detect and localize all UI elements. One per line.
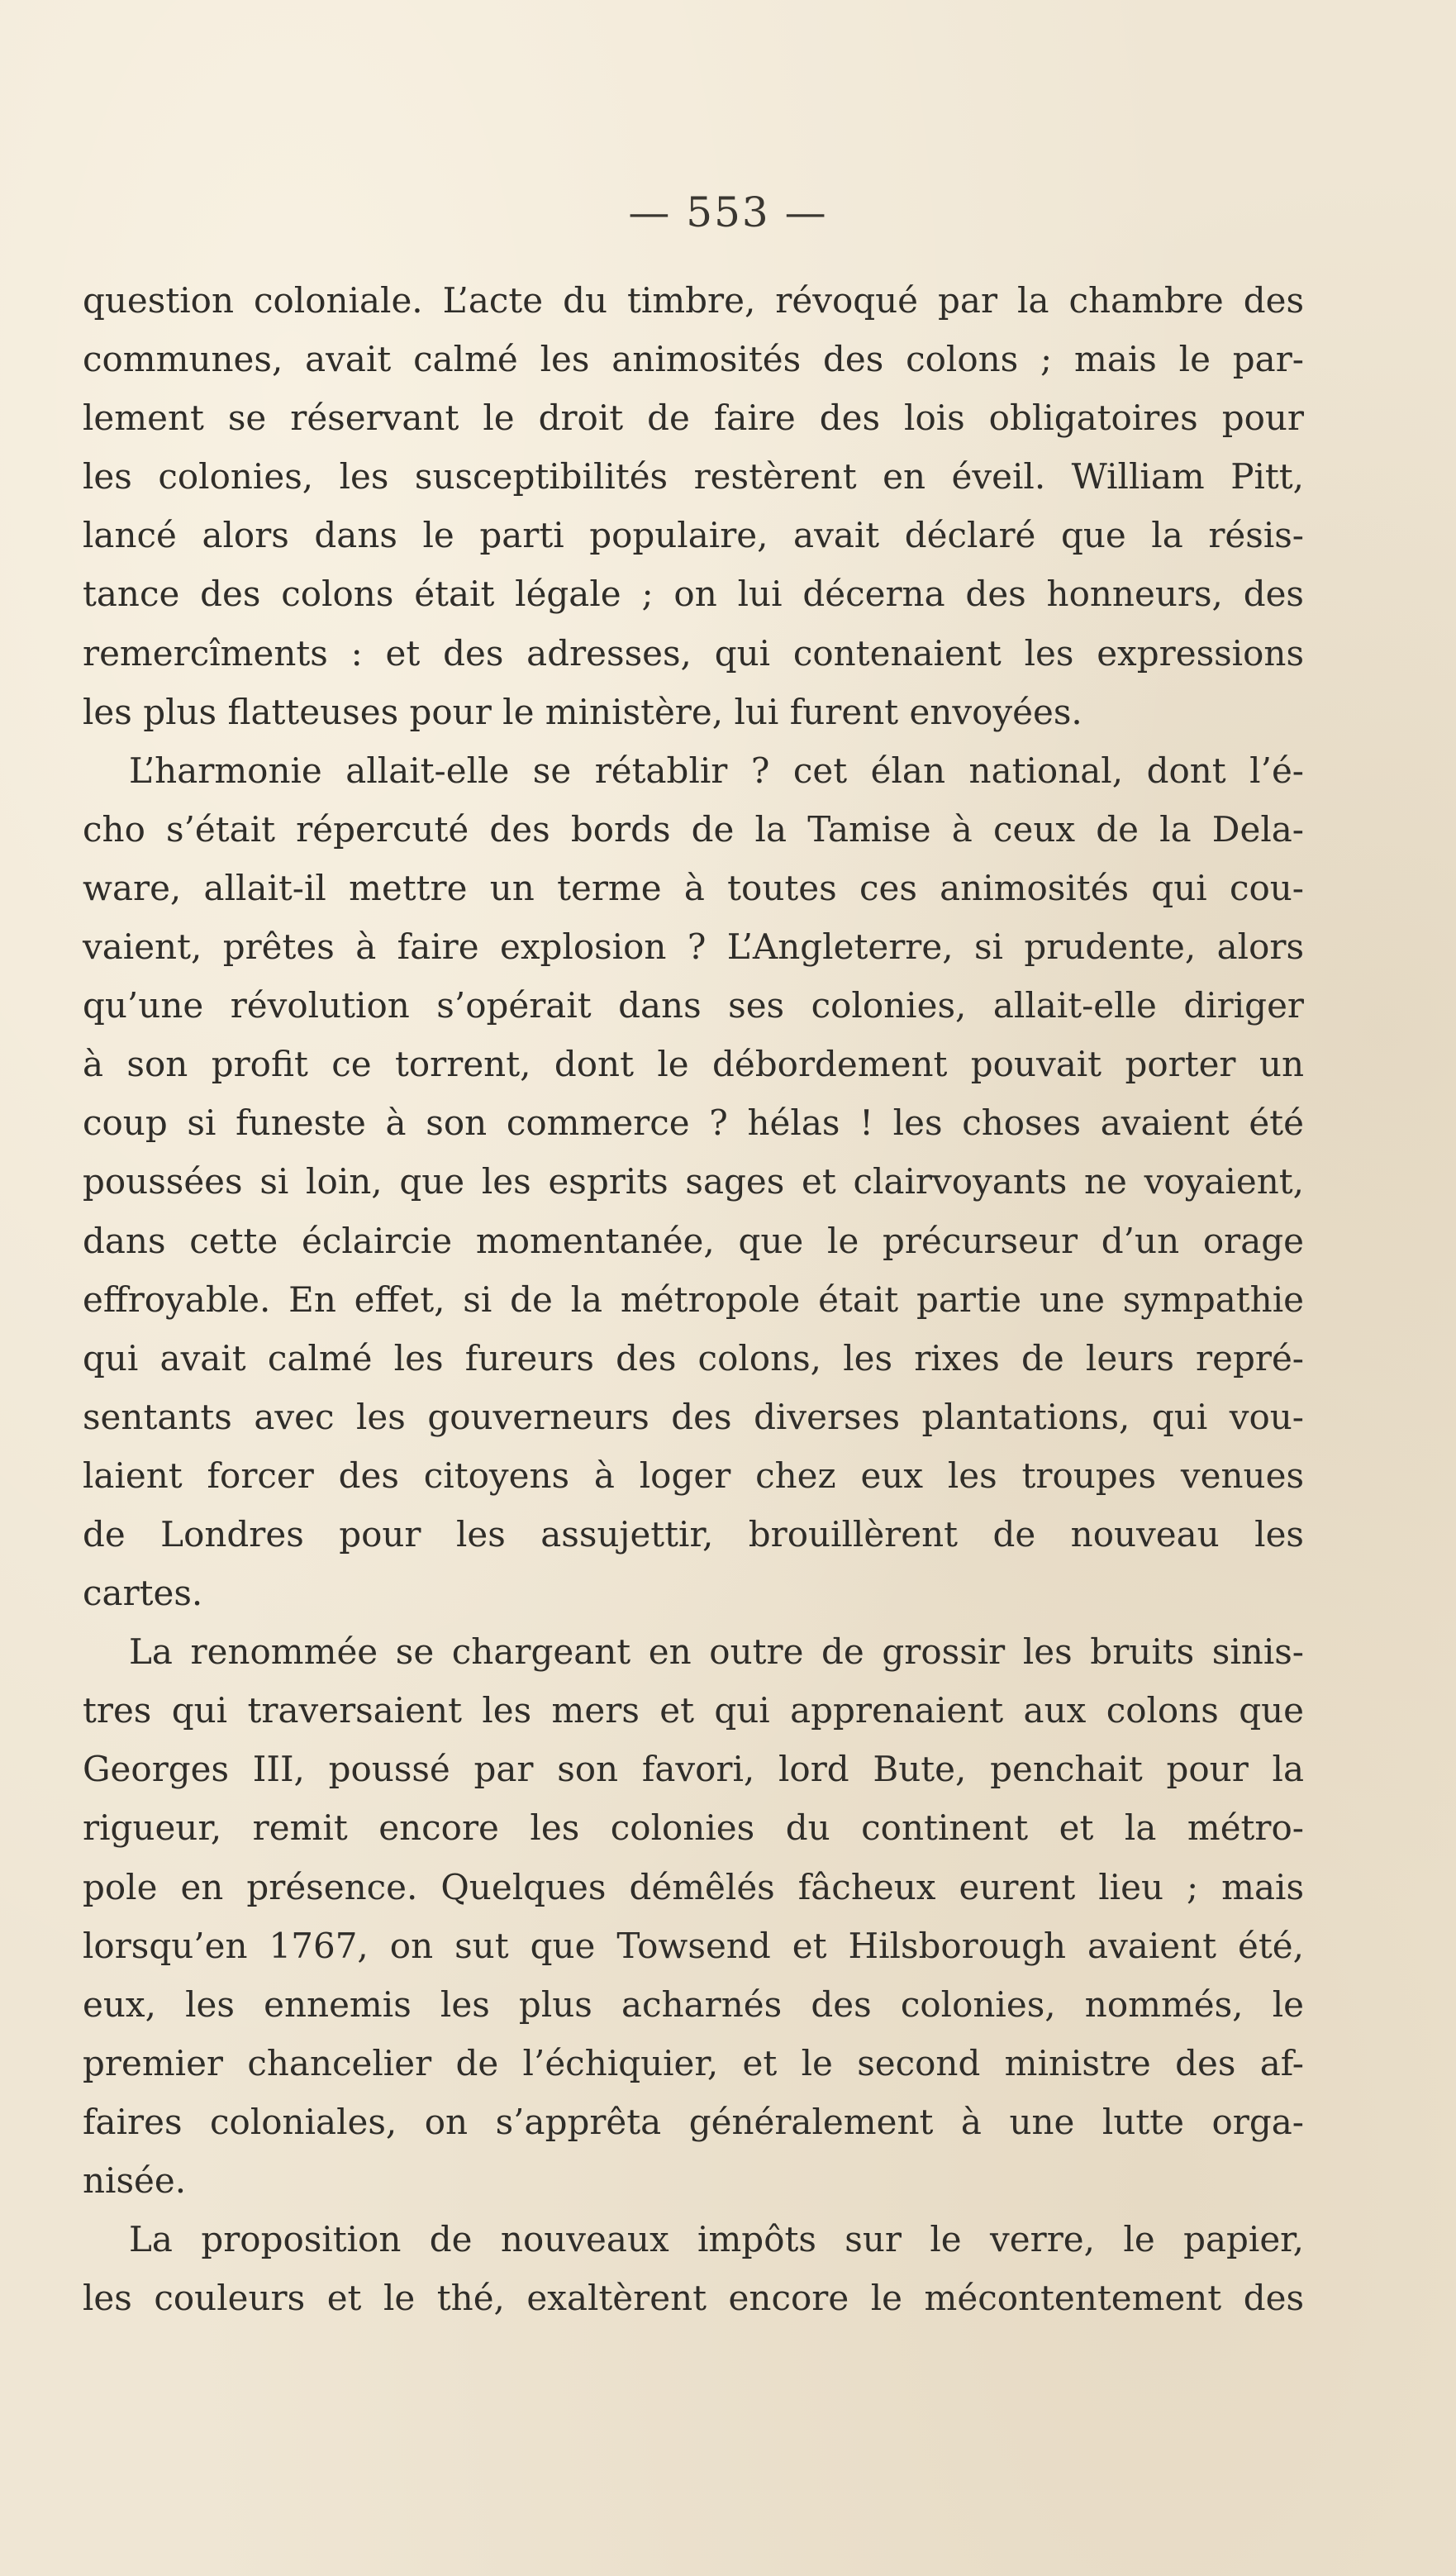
text-line: effroyable. En effet, si de la métropole était partie une sympathie	[83, 1278, 1304, 1320]
text-line: cho s’était répercuté des bords de la Tamise à ceux de la Dela-	[83, 808, 1304, 850]
text-line: poussées si loin, que les esprits sages et clairvoyants ne voyaient,	[83, 1161, 1304, 1202]
text-line: faires coloniales, on s’apprêta généralement à une lutte orga-	[83, 2101, 1304, 2142]
text-line: La proposition de nouveaux impôts sur le verre, le papier,	[129, 2219, 1304, 2260]
paragraph-1	[83, 271, 1304, 741]
text-line: lorsqu’en 1767, on sut que Towsend et Hilsborough avaient été,	[83, 1925, 1304, 1966]
text-line: sentants avec les gouverneurs des diverses plantations, qui vou-	[83, 1396, 1304, 1437]
text-line: communes, avait calmé les animosités des colons ; mais le par-	[83, 339, 1304, 380]
text-line: lancé alors dans le parti populaire, avait déclaré que la résis-	[83, 515, 1304, 556]
text-line: question coloniale. L’acte du timbre, révoqué par la chambre des	[83, 280, 1304, 321]
paragraph-3	[83, 1622, 1304, 2210]
text-line: à son profit ce torrent, dont le débordement pouvait porter un	[83, 1044, 1304, 1085]
paragraph-2	[83, 741, 1304, 1622]
text-line: pole en présence. Quelques démêlés fâcheux eurent lieu ; mais	[83, 1866, 1304, 1907]
text-line: les plus flatteuses pour le ministère, lui furent envoyées.	[83, 691, 1082, 732]
paragraph-4	[83, 2210, 1304, 2327]
text-line: les couleurs et le thé, exaltèrent encore le mécontentement des	[83, 2278, 1304, 2319]
text-line: tance des colons était légale ; on lui décerna des honneurs, des	[83, 574, 1304, 615]
text-line: Georges III, poussé par son favori, lord Bute, penchait pour la	[83, 1749, 1304, 1790]
text-line: lement se réservant le droit de faire des lois obligatoires pour	[83, 398, 1304, 439]
text-line: L’harmonie allait-elle se rétablir ? cet élan national, dont l’é-	[129, 750, 1304, 791]
text-line: remercîments : et des adresses, qui contenaient les expressions	[83, 632, 1304, 674]
text-line: vaient, prêtes à faire explosion ? L’Angleterre, si prudente, alors	[83, 926, 1304, 968]
text-line: laient forcer des citoyens à loger chez eux les troupes venues	[83, 1455, 1304, 1496]
text-line: les colonies, les susceptibilités restèrent en éveil. William Pitt,	[83, 456, 1304, 498]
text-line: nisée.	[83, 2160, 187, 2201]
text-line: dans cette éclaircie momentanée, que le précurseur d’un orage	[83, 1220, 1304, 1261]
text-line: cartes.	[83, 1573, 203, 1614]
text-line: qui avait calmé les fureurs des colons, les rixes de leurs repré-	[83, 1337, 1304, 1378]
text-line: qu’une révolution s’opérait dans ses colonies, allait-elle diriger	[83, 985, 1304, 1026]
body-text	[83, 271, 1304, 2327]
text-line: eux, les ennemis les plus acharnés des colonies, nommés, le	[83, 1983, 1304, 2025]
text-line: de Londres pour les assujettir, brouillèrent de nouveau les	[83, 1513, 1304, 1555]
text-line: rigueur, remit encore les colonies du continent et la métro-	[83, 1807, 1304, 1849]
text-line: premier chancelier de l’échiquier, et le second ministre des af-	[83, 2042, 1304, 2083]
text-line: tres qui traversaient les mers et qui apprenaient aux colons que	[83, 1690, 1304, 1731]
text-line: coup si funeste à son commerce ? hélas ! les choses avaient été	[83, 1102, 1304, 1144]
text-line: La renommée se chargeant en outre de grossir les bruits sinis-	[129, 1631, 1304, 1673]
page-number: — 553 —	[628, 188, 828, 236]
text-line: ware, allait-il mettre un terme à toutes ces animosités qui cou-	[83, 867, 1304, 908]
